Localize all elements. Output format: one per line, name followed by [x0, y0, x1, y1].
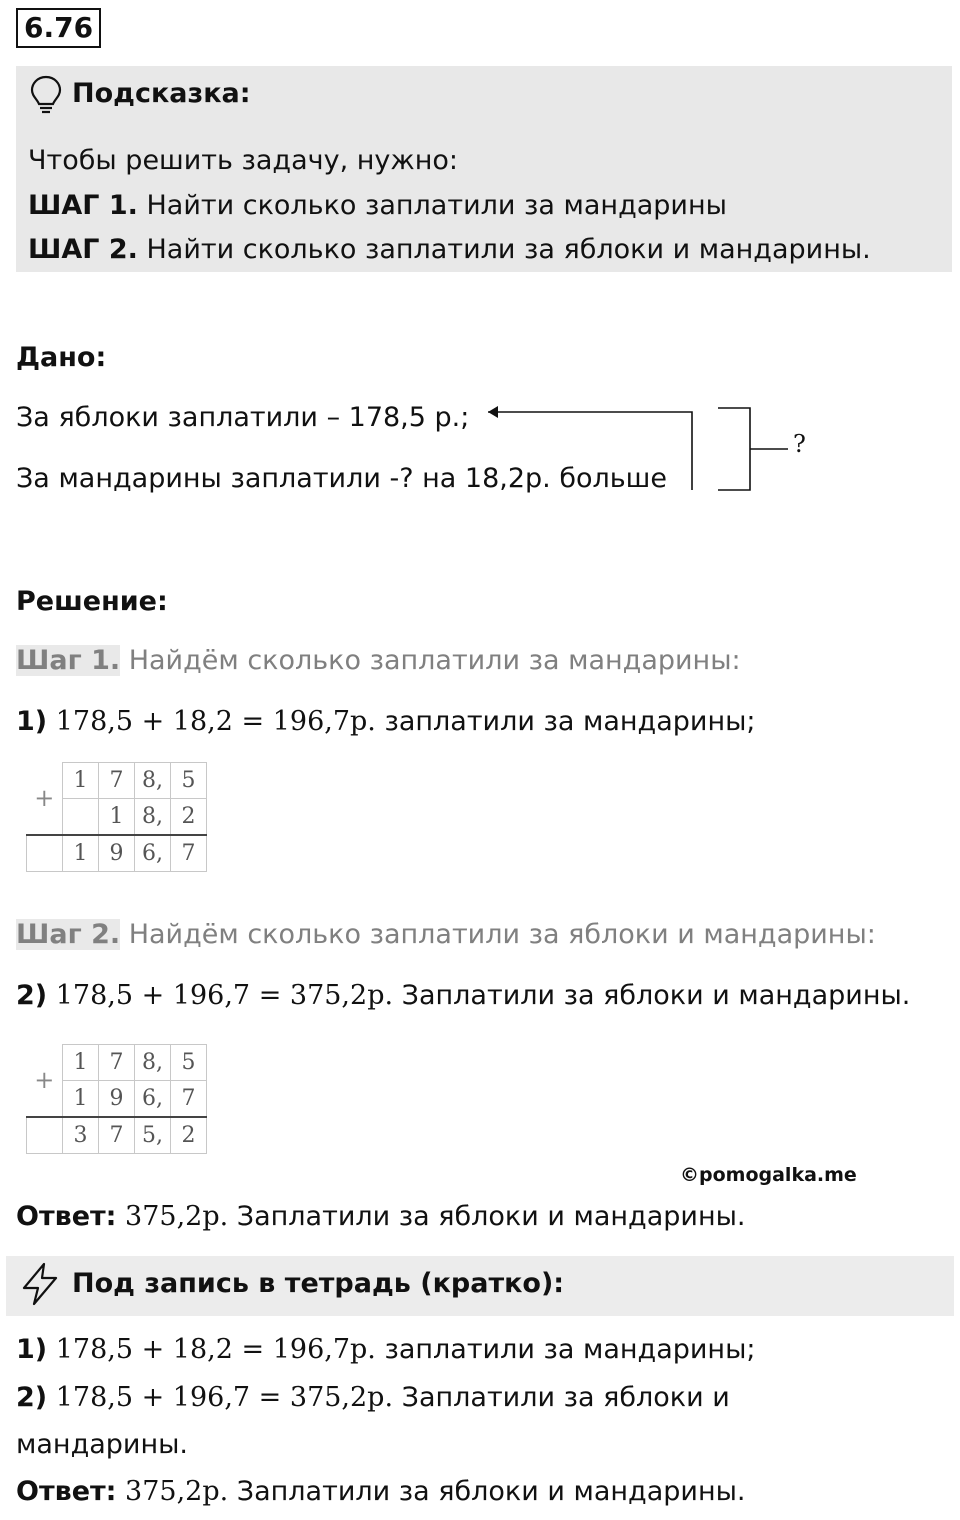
empty-cell	[27, 1117, 63, 1154]
given-line-apples: За яблоки заплатили – 178,5 р.;	[16, 402, 470, 433]
brief-answer-expr: 375,2р.	[116, 1476, 229, 1507]
digit-cell: 5	[171, 763, 207, 799]
answer-label: Ответ:	[16, 1201, 117, 1232]
result-cell: 7	[99, 1117, 135, 1154]
digit-cell: 1	[63, 1045, 99, 1081]
brief-line-2-num: 2)	[16, 1382, 48, 1413]
hint-intro: Чтобы решить задачу, нужно:	[28, 145, 458, 176]
digit-cell: 7	[99, 1045, 135, 1081]
plus-sign: +	[34, 1066, 55, 1095]
digit-cell: 2	[171, 799, 207, 836]
problem-number: 6.76	[16, 8, 101, 48]
watermark: ©pomogalka.me	[680, 1164, 857, 1186]
step2-expr: 178,5 + 196,7 = 375,2р.	[55, 980, 394, 1011]
hint-step-1-label: ШАГ 1.	[28, 190, 138, 221]
digit-cell: 1	[99, 799, 135, 836]
question-mark: ?	[793, 430, 806, 458]
hint-step-2-label: ШАГ 2.	[28, 234, 138, 265]
step1-num: 1)	[16, 706, 48, 737]
digit-cell: 1	[63, 763, 99, 799]
result-cell: 5,	[135, 1117, 171, 1154]
brief-line-1-expr: 178,5 + 18,2 = 196,7р.	[47, 1334, 376, 1365]
result-cell: 1	[63, 835, 99, 872]
digit-cell: 8,	[135, 799, 171, 836]
step2-label: Шаг 2.	[16, 919, 121, 950]
result-cell: 3	[63, 1117, 99, 1154]
brief-line-2-expr: 178,5 + 196,7 = 375,2р.	[47, 1382, 394, 1413]
brief-line-2	[16, 1380, 730, 1416]
lightning-icon	[20, 1262, 60, 1306]
step2-column-addition	[26, 1044, 207, 1154]
brief-line-1-rest: заплатили за мандарины;	[375, 1334, 756, 1365]
answer-line	[16, 1199, 746, 1235]
result-cell: 2	[171, 1117, 207, 1154]
solution-title: Решение:	[16, 586, 168, 617]
brief-line-1	[16, 1332, 756, 1368]
brief-answer	[16, 1474, 746, 1510]
step2-rest: Заплатили за яблоки и мандарины.	[393, 980, 911, 1011]
digit-cell: 1	[63, 1081, 99, 1118]
digit-cell	[63, 799, 99, 836]
step1-heading	[16, 643, 741, 679]
brief-line-3: мандарины.	[16, 1429, 189, 1460]
digit-cell: 5	[171, 1045, 207, 1081]
hint-step-1-text: Найти сколько заплатили за мандарины	[137, 190, 727, 221]
brief-title: Под запись в тетрадь (кратко):	[72, 1268, 565, 1299]
answer-expr: 375,2р.	[116, 1201, 229, 1232]
step2-equation	[16, 978, 910, 1014]
given-line-tangerines: За мандарины заплатили -? на 18,2р. больше	[16, 463, 667, 494]
brief-line-1-num: 1)	[16, 1334, 48, 1365]
step2-num: 2)	[16, 980, 48, 1011]
step2-text: Найдём сколько заплатили за яблоки и мандарины:	[120, 919, 876, 950]
hint-step-2-text: Найти сколько заплатили за яблоки и мандарины.	[137, 234, 871, 265]
arrow-head	[488, 406, 498, 418]
plus-sign: +	[34, 784, 55, 813]
step1-text: Найдём сколько заплатили за мандарины:	[120, 645, 741, 676]
step1-column-addition	[26, 762, 207, 872]
result-cell: 7	[171, 835, 207, 872]
empty-cell	[27, 835, 63, 872]
brief-answer-rest: Заплатили за яблоки и мандарины.	[228, 1476, 746, 1507]
hint-title: Подсказка:	[72, 78, 251, 109]
brief-line-2-rest: Заплатили за яблоки и	[393, 1382, 730, 1413]
result-cell: 6,	[135, 835, 171, 872]
result-cell: 9	[99, 835, 135, 872]
step1-rest: заплатили за мандарины;	[375, 706, 756, 737]
given-title: Дано:	[16, 342, 107, 373]
answer-rest: Заплатили за яблоки и мандарины.	[228, 1201, 746, 1232]
digit-cell: 9	[99, 1081, 135, 1118]
step2-heading	[16, 917, 876, 953]
step1-equation	[16, 704, 756, 740]
step1-label: Шаг 1.	[16, 645, 121, 676]
given-diagram	[0, 0, 960, 520]
brace	[718, 408, 750, 490]
digit-cell: 6,	[135, 1081, 171, 1118]
digit-cell: 7	[171, 1081, 207, 1118]
digit-cell: 8,	[135, 763, 171, 799]
brief-answer-label: Ответ:	[16, 1476, 117, 1507]
digit-cell: 8,	[135, 1045, 171, 1081]
digit-cell: 7	[99, 763, 135, 799]
step1-expr: 178,5 + 18,2 = 196,7р.	[55, 706, 376, 737]
